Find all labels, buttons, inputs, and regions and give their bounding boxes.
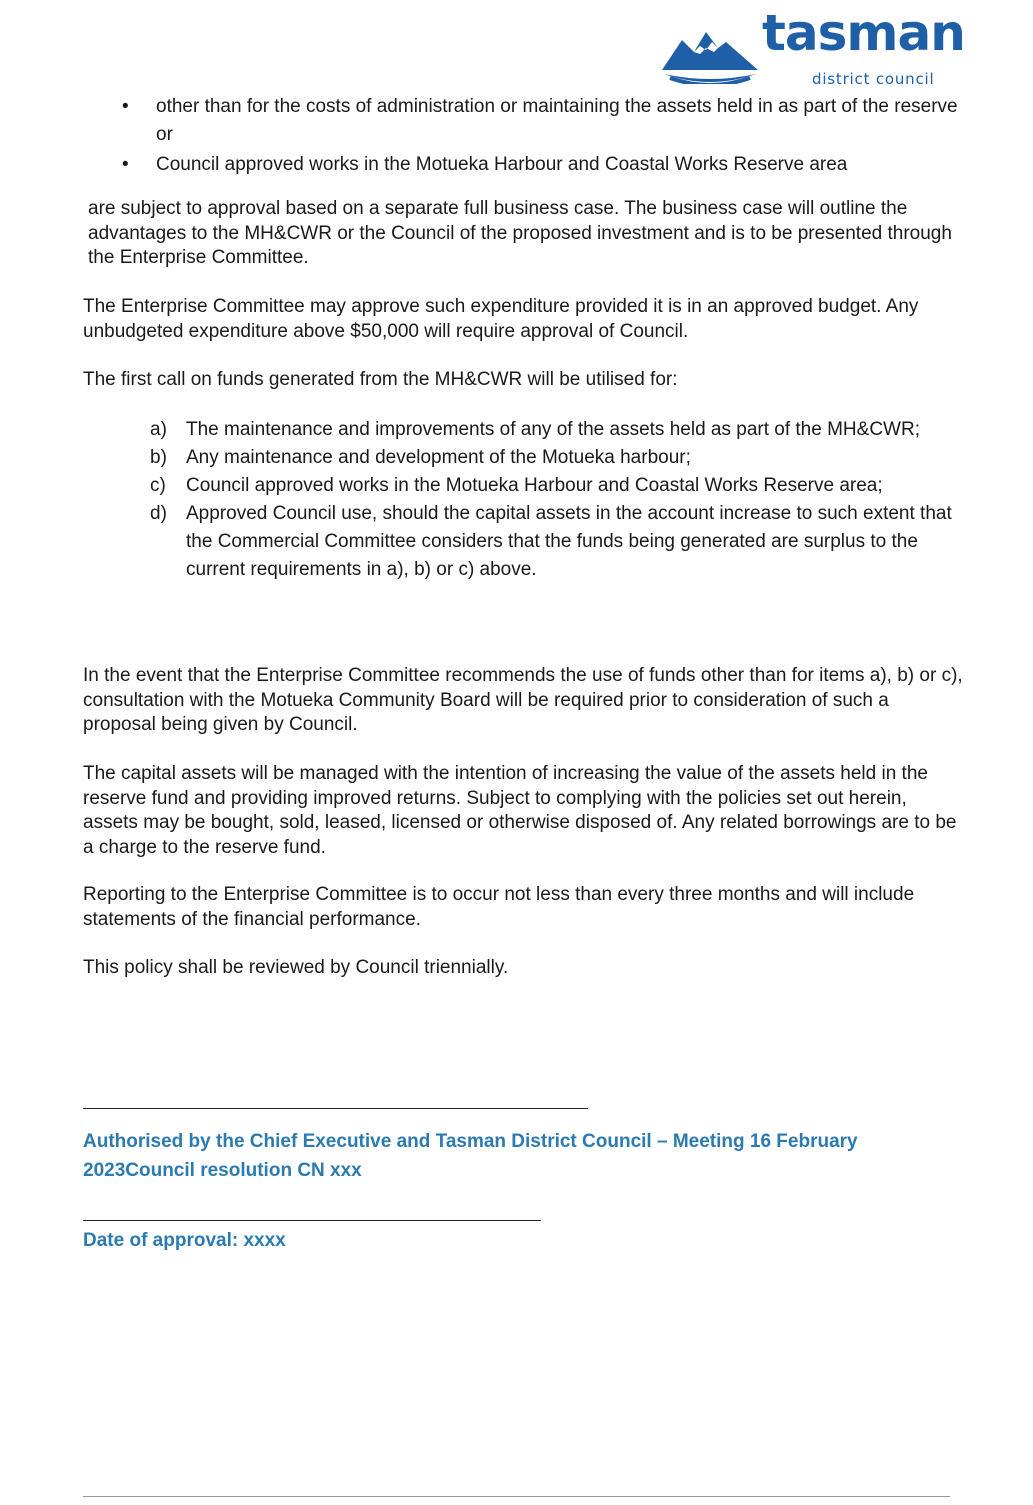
list-text: Any maintenance and development of the Motueka harbour;	[186, 447, 691, 468]
paragraph-business-case: are subject to approval based on a separate full business case. The business case will outline the advantages to the MH&CWR or the Council of the proposed investment and is to be presented through the Enterprise Committee.	[88, 198, 952, 268]
list-item	[150, 500, 960, 584]
signature-divider	[83, 1108, 588, 1109]
paragraph-review: This policy shall be reviewed by Council triennially.	[83, 957, 509, 978]
list-label: a)	[150, 419, 167, 440]
list-item	[120, 93, 960, 149]
list-item	[150, 472, 960, 500]
list-text: The maintenance and improvements of any of the assets held as part of the MH&CWR;	[186, 419, 920, 440]
paragraph-reporting: Reporting to the Enterprise Committee is to occur not less than every three months and will include statements of the financial performance.	[83, 884, 915, 930]
tasman-logo	[660, 4, 965, 92]
paragraph-first-call: The first call on funds generated from the MH&CWR will be utilised for:	[83, 369, 678, 390]
footer-divider	[83, 1496, 950, 1497]
logo-subtitle: district council	[812, 70, 935, 88]
paragraph-expenditure-approval: The Enterprise Committee may approve such expenditure provided it is in an approved budget. Any unbudgeted expenditure above $50,000 will require approval of Council.	[83, 296, 919, 342]
authorised-statement: Authorised by the Chief Executive and Tasman District Council – Meeting 16 February 2023Council resolution CN xxx	[83, 1131, 858, 1181]
bullet-marker: •	[122, 96, 129, 117]
bullet-text: Council approved works in the Motueka Harbour and Coastal Works Reserve area	[156, 154, 848, 175]
list-item	[150, 416, 960, 444]
list-label: b)	[150, 447, 167, 468]
bullet-marker: •	[122, 154, 129, 175]
list-item	[150, 444, 960, 472]
date-of-approval: Date of approval: xxxx	[83, 1230, 286, 1251]
list-text: Approved Council use, should the capital assets in the account increase to such extent that the Commercial Committee considers that the funds being generated are surplus to the current requirements in a), b) or c) above.	[186, 503, 952, 580]
logo-wordmark: tasman	[762, 4, 965, 62]
paragraph-consultation: In the event that the Enterprise Committee recommends the use of funds other than for items a), b) or c), consultation with the Motueka Community Board will be required prior to consideration of such a proposal being given by Council.	[83, 665, 963, 735]
bullet-list	[120, 93, 960, 181]
funds-use-list	[150, 416, 960, 584]
list-label: d)	[150, 503, 167, 524]
list-text: Council approved works in the Motueka Harbour and Coastal Works Reserve area;	[186, 475, 883, 496]
list-item	[120, 151, 960, 179]
mountain-logo-icon	[660, 18, 760, 84]
list-label: c)	[150, 475, 166, 496]
date-divider	[83, 1220, 541, 1221]
paragraph-capital-assets: The capital assets will be managed with the intention of increasing the value of the assets held in the reserve fund and providing improved returns. Subject to complying with the policies set out herein, assets may be bought, sold, leased, licensed or otherwise disposed of. Any related borrowings are to be a charge to the reserve fund.	[83, 763, 957, 858]
bullet-text: other than for the costs of administration or maintaining the assets held in as part of the reserve or	[156, 96, 958, 145]
